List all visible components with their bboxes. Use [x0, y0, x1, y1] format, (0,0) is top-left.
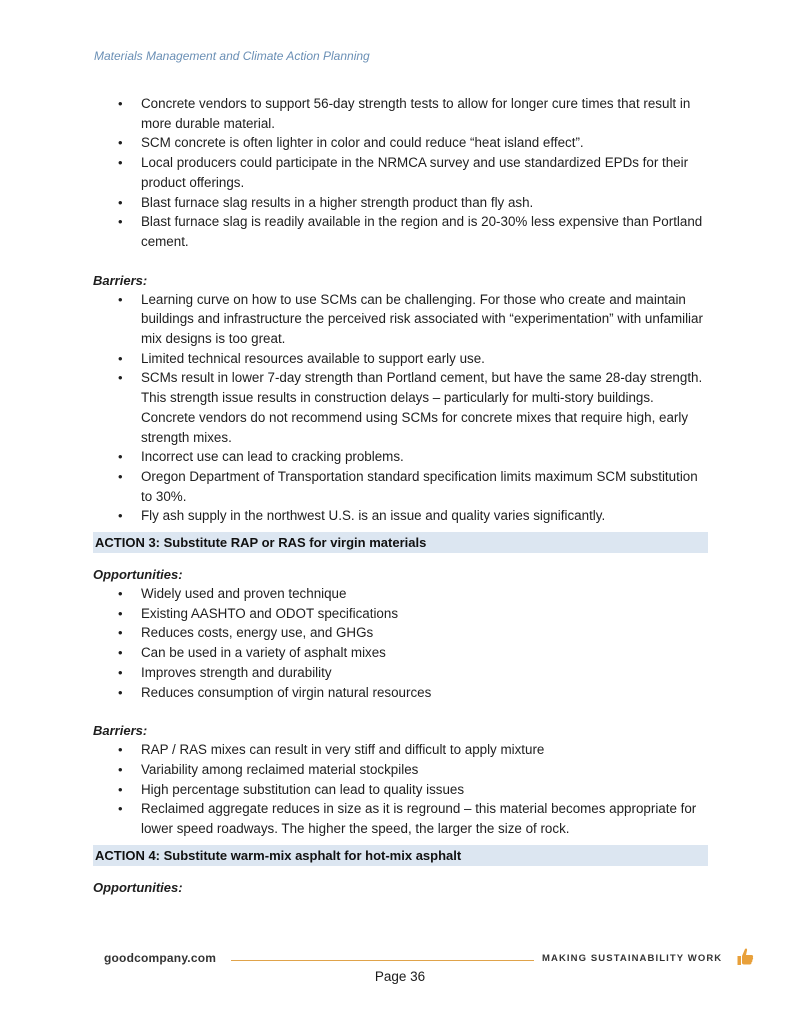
- benefits-list: [93, 94, 708, 252]
- list-item: • Improves strength and durability: [93, 663, 708, 683]
- barriers-list: [93, 290, 708, 526]
- running-header: Materials Management and Climate Action Planning: [94, 49, 370, 63]
- list-item: • Variability among reclaimed material stockpiles: [93, 760, 708, 780]
- list-item: • RAP / RAS mixes can result in very stiff and difficult to apply mixture: [93, 740, 708, 760]
- list-item: • Local producers could participate in the NRMCA survey and use standardized EPDs for their product offerings.: [93, 153, 708, 192]
- action-4-heading: ACTION 4: Substitute warm-mix asphalt for hot-mix asphalt: [93, 845, 708, 866]
- page-content: [93, 94, 708, 897]
- barriers-heading: Barriers:: [93, 723, 148, 739]
- opportunities-list: [93, 584, 708, 702]
- barriers-list: [93, 740, 708, 839]
- footer-divider: [231, 960, 534, 961]
- list-item: • Reduces consumption of virgin natural resources: [93, 683, 708, 703]
- page-footer: [104, 947, 754, 971]
- list-item: • High percentage substitution can lead to quality issues: [93, 780, 708, 800]
- list-item: • Fly ash supply in the northwest U.S. is an issue and quality varies significantly.: [93, 506, 708, 526]
- list-item: • Existing AASHTO and ODOT specifications: [93, 604, 708, 624]
- footer-website: goodcompany.com: [104, 951, 217, 965]
- footer-tagline: MAKING SUSTAINABILITY WORK: [542, 953, 723, 964]
- list-item: • Reduces costs, energy use, and GHGs: [93, 623, 708, 643]
- list-item: • Limited technical resources available to support early use.: [93, 349, 708, 369]
- list-item: • Learning curve on how to use SCMs can be challenging. For those who create and maintain buildings and infrastructure the perceived risk associated with “experimentation” with unfamiliar mix designs is too great.: [93, 290, 708, 349]
- barriers-heading: Barriers:: [93, 272, 148, 288]
- action-3-heading: ACTION 3: Substitute RAP or RAS for virgin materials: [93, 532, 708, 553]
- list-item: • Concrete vendors to support 56-day strength tests to allow for longer cure times that result in more durable material.: [93, 94, 708, 133]
- list-item: • Reclaimed aggregate reduces in size as it is reground – this material becomes appropriate for lower speed roadways. The higher the speed, the larger the size of rock.: [93, 799, 708, 838]
- opportunities-heading: Opportunities:: [93, 879, 183, 895]
- list-item: • Can be used in a variety of asphalt mixes: [93, 643, 708, 663]
- list-item: • Widely used and proven technique: [93, 584, 708, 604]
- list-item: • Blast furnace slag is readily available in the region and is 20-30% less expensive than Portland cement.: [93, 212, 708, 251]
- list-item: • Blast furnace slag results in a higher strength product than fly ash.: [93, 193, 708, 213]
- list-item: • Incorrect use can lead to cracking problems.: [93, 447, 708, 467]
- thumbs-up-icon: [736, 947, 754, 967]
- list-item: • SCM concrete is often lighter in color and could reduce “heat island effect”.: [93, 133, 708, 153]
- opportunities-heading: Opportunities:: [93, 567, 183, 583]
- page-number: Page 36: [374, 969, 426, 984]
- list-item: • SCMs result in lower 7-day strength than Portland cement, but have the same 28-day strength. This strength issue results in construction delays – particularly for multi-story buildings. Concrete vendors do not recommend using SCMs for concrete mixes that require high, early strength mixes.: [93, 368, 708, 447]
- list-item: • Oregon Department of Transportation standard specification limits maximum SCM substitution to 30%.: [93, 467, 708, 506]
